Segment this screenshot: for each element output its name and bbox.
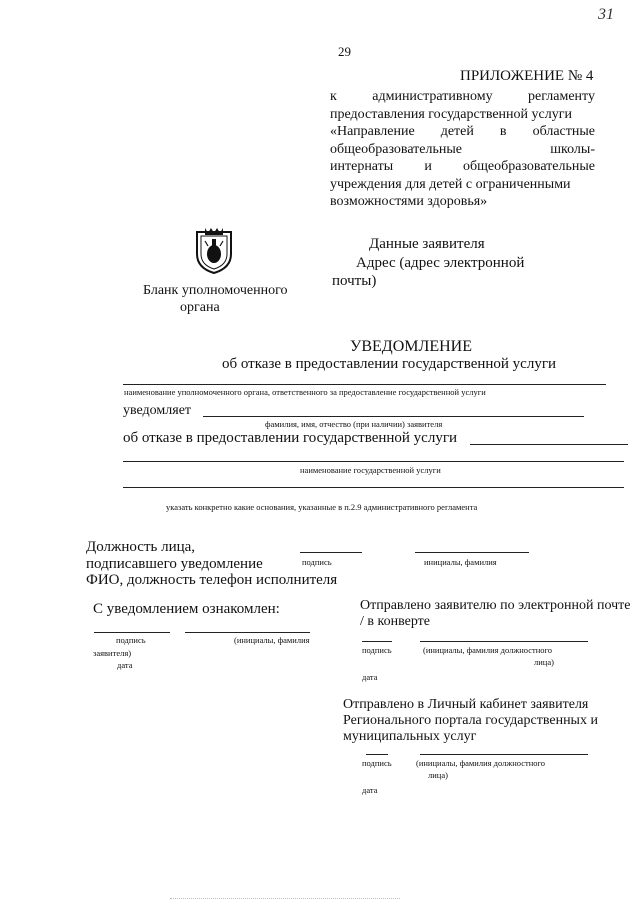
- blank-label-line2: органа: [180, 300, 220, 315]
- notice-subtitle: об отказе в предоставлении государственной услуги: [222, 356, 557, 372]
- sent-email-date-caption: дата: [362, 672, 378, 682]
- appendix-line: предоставления государственной услуги: [330, 106, 572, 122]
- grounds-line: [123, 487, 624, 488]
- executor-line: ФИО, должность телефон исполнителя: [86, 572, 338, 588]
- organ-line: [123, 384, 606, 385]
- sent-cabinet-sign-line: [366, 754, 388, 755]
- signer-initials-caption: инициалы, фамилия: [424, 557, 497, 567]
- sent-email-line2: / в конверте: [360, 614, 430, 629]
- coat-of-arms-icon: [193, 226, 235, 274]
- corner-mark: 31: [598, 6, 614, 23]
- sent-email-line1: Отправлено заявителю по электронной почте: [360, 598, 631, 613]
- notice-title: УВЕДОМЛЕНИЕ: [350, 338, 472, 355]
- sent-cabinet-initials-caption: (инициалы, фамилия должностного: [416, 758, 546, 768]
- appendix-text: [330, 88, 595, 211]
- appendix-title: ПРИЛОЖЕНИЕ № 4: [460, 68, 594, 84]
- signer-position: Должность лица,: [86, 539, 196, 555]
- sent-cabinet-sign-caption: подпись: [362, 758, 392, 768]
- applicant-data-label: Данные заявителя: [369, 236, 485, 252]
- notifies-label: уведомляет: [123, 403, 192, 418]
- refusal-label: об отказе в предоставлении государственной услуги: [123, 430, 458, 446]
- sent-cabinet-date-caption: дата: [362, 785, 378, 795]
- fio-line: [203, 416, 584, 417]
- acquainted-label: С уведомлением ознакомлен:: [93, 601, 280, 617]
- signer-initials-line: [415, 552, 529, 553]
- sent-email-person-caption: лица): [534, 657, 554, 667]
- appendix-line: возможностями здоровья»: [330, 194, 488, 209]
- acquainted-sign-line: [94, 632, 170, 633]
- sent-cabinet-line1: Отправлено в Личный кабинет заявителя: [343, 697, 589, 712]
- acquainted-applicant-caption: заявителя): [93, 648, 132, 658]
- acquainted-sign-caption: подпись: [116, 635, 146, 645]
- sent-cabinet-person-caption: лица): [428, 770, 448, 780]
- grounds-caption: указать конкретно какие основания, указанные в п.2.9 административного регламента: [166, 502, 478, 512]
- appendix-line: «Направление детей в областные: [330, 124, 595, 139]
- sent-email-sign-line: [362, 641, 392, 642]
- appendix-line: общеобразовательные школы-: [330, 141, 595, 157]
- signer-line2: подписавшего уведомление: [86, 556, 263, 572]
- acquainted-initials-line: [185, 632, 310, 633]
- sent-email-sign-caption: подпись: [362, 645, 392, 655]
- scan-artifact: [170, 898, 400, 899]
- service-line: [123, 461, 624, 462]
- signer-sign-caption: подпись: [302, 557, 332, 567]
- page-number: 29: [338, 44, 351, 59]
- service-caption: наименование государственной услуги: [300, 465, 441, 475]
- sent-cabinet-line3: муниципальных услуг: [343, 729, 477, 744]
- appendix-line: к административному регламенту: [330, 89, 595, 104]
- applicant-address-line2: почты): [332, 273, 377, 289]
- blank-label-line1: Бланк уполномоченного: [143, 283, 288, 298]
- acquainted-initials-caption: (инициалы, фамилия: [234, 635, 310, 645]
- appendix-line: учреждения для детей с ограниченными: [330, 176, 571, 192]
- acquainted-date-caption: дата: [117, 660, 133, 670]
- applicant-address-line1: Адрес (адрес электронной: [356, 255, 525, 271]
- organ-caption: наименование уполномоченного органа, ответственного за предоставление государственной услуги: [124, 387, 486, 397]
- sent-cabinet-line2: Регионального портала государственных и: [343, 713, 598, 728]
- sent-email-initials-caption: (инициалы, фамилия должностного: [423, 645, 553, 655]
- fio-caption: фамилия, имя, отчество (при наличии) заявителя: [265, 419, 443, 429]
- refusal-line: [470, 444, 628, 445]
- signer-sign-line: [300, 552, 362, 553]
- sent-email-initials-line: [420, 641, 588, 642]
- sent-cabinet-initials-line: [420, 754, 588, 755]
- appendix-line: интернаты и общеобразовательные: [330, 159, 595, 174]
